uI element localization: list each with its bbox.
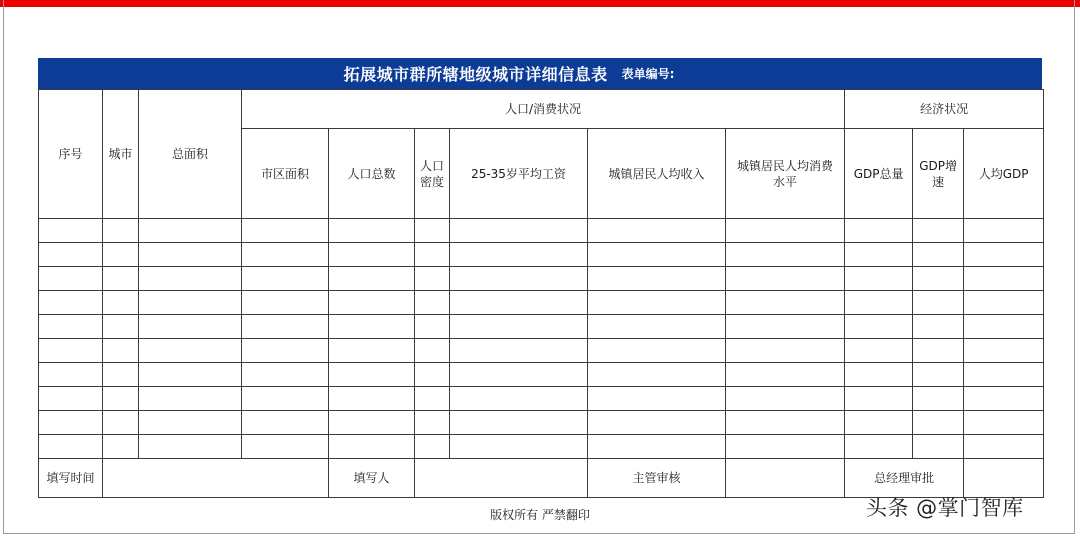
table-cell[interactable] (415, 363, 450, 387)
table-cell[interactable] (845, 267, 913, 291)
table-cell[interactable] (329, 387, 415, 411)
table-cell[interactable] (726, 387, 845, 411)
header-gdp-per-capita: 人均GDP (964, 129, 1044, 219)
table-row (39, 219, 1044, 243)
supervisor-field[interactable] (726, 459, 845, 498)
table-cell[interactable] (845, 411, 913, 435)
fill-time-label: 填写时间 (39, 459, 103, 498)
table-cell[interactable] (103, 291, 139, 315)
table-cell[interactable] (39, 387, 103, 411)
header-index: 序号 (39, 90, 103, 219)
table-cell[interactable] (450, 291, 588, 315)
table-cell[interactable] (588, 291, 726, 315)
table-cell[interactable] (964, 243, 1044, 267)
form-number-label: 表单编号: (621, 67, 675, 81)
table-cell[interactable] (103, 387, 139, 411)
table-cell[interactable] (415, 219, 450, 243)
table-cell[interactable] (139, 435, 242, 459)
table-cell[interactable] (845, 219, 913, 243)
table-cell[interactable] (103, 219, 139, 243)
table-row (39, 339, 1044, 363)
table-cell[interactable] (450, 219, 588, 243)
table-cell[interactable] (242, 291, 329, 315)
header-avg-salary: 25-35岁平均工资 (450, 129, 588, 219)
table-cell[interactable] (845, 339, 913, 363)
header-population-density: 人口密度 (415, 129, 450, 219)
gm-label: 总经理审批 (845, 459, 964, 498)
table-cell[interactable] (845, 291, 913, 315)
header-population-group: 人口/消费状况 (242, 90, 845, 129)
table-cell[interactable] (39, 267, 103, 291)
table-cell[interactable] (103, 339, 139, 363)
table-cell[interactable] (588, 267, 726, 291)
table-cell[interactable] (39, 291, 103, 315)
table-cell[interactable] (450, 411, 588, 435)
table-cell[interactable] (913, 243, 964, 267)
table-cell[interactable] (964, 315, 1044, 339)
table-cell[interactable] (329, 435, 415, 459)
table-cell[interactable] (845, 243, 913, 267)
table-cell[interactable] (913, 363, 964, 387)
table-cell[interactable] (588, 339, 726, 363)
table-cell[interactable] (913, 267, 964, 291)
copyright-note: 版权所有 严禁翻印 (490, 508, 590, 522)
table-cell[interactable] (964, 267, 1044, 291)
table-cell[interactable] (913, 315, 964, 339)
header-gdp-total: GDP总量 (845, 129, 913, 219)
table-cell[interactable] (726, 339, 845, 363)
table-cell[interactable] (845, 435, 913, 459)
table-cell[interactable] (450, 267, 588, 291)
table-cell[interactable] (588, 435, 726, 459)
table-cell[interactable] (415, 267, 450, 291)
filler-field[interactable] (415, 459, 588, 498)
table-cell[interactable] (415, 243, 450, 267)
table-cell[interactable] (726, 291, 845, 315)
table-cell[interactable] (913, 411, 964, 435)
table-cell[interactable] (964, 219, 1044, 243)
table-cell[interactable] (415, 315, 450, 339)
table-cell[interactable] (242, 243, 329, 267)
table-cell[interactable] (103, 243, 139, 267)
table-cell[interactable] (329, 339, 415, 363)
table-cell[interactable] (726, 363, 845, 387)
table-cell[interactable] (845, 363, 913, 387)
table-cell[interactable] (39, 315, 103, 339)
table-cell[interactable] (845, 315, 913, 339)
table-cell[interactable] (964, 435, 1044, 459)
table-cell[interactable] (415, 411, 450, 435)
table-cell[interactable] (415, 339, 450, 363)
table-cell[interactable] (39, 219, 103, 243)
table-cell[interactable] (726, 315, 845, 339)
table-row (39, 387, 1044, 411)
form-title-bar (38, 58, 1042, 89)
table-cell[interactable] (39, 243, 103, 267)
table-cell[interactable] (242, 339, 329, 363)
table-row (39, 291, 1044, 315)
table-cell[interactable] (726, 267, 845, 291)
table-cell[interactable] (588, 411, 726, 435)
table-cell[interactable] (964, 411, 1044, 435)
table-cell[interactable] (139, 315, 242, 339)
table-cell[interactable] (139, 363, 242, 387)
table-cell[interactable] (450, 435, 588, 459)
table-cell[interactable] (329, 267, 415, 291)
table-cell[interactable] (139, 291, 242, 315)
table-cell[interactable] (242, 363, 329, 387)
fill-time-field[interactable] (103, 459, 329, 498)
table-cell[interactable] (39, 411, 103, 435)
header-gdp-growth: GDP增速 (913, 129, 964, 219)
header-avg-consumption: 城镇居民人均消费水平 (726, 129, 845, 219)
table-cell[interactable] (139, 339, 242, 363)
table-cell[interactable] (964, 363, 1044, 387)
table-cell[interactable] (588, 363, 726, 387)
table-cell[interactable] (139, 219, 242, 243)
table-cell[interactable] (845, 387, 913, 411)
city-info-table (38, 89, 1044, 498)
table-row (39, 315, 1044, 339)
table-cell[interactable] (415, 291, 450, 315)
header-economy-group: 经济状况 (845, 90, 1044, 129)
table-cell[interactable] (450, 315, 588, 339)
table-cell[interactable] (39, 435, 103, 459)
table-cell[interactable] (329, 363, 415, 387)
table-cell[interactable] (726, 435, 845, 459)
table-cell[interactable] (964, 291, 1044, 315)
table-cell[interactable] (415, 435, 450, 459)
table-cell[interactable] (913, 219, 964, 243)
table-cell[interactable] (242, 411, 329, 435)
header-total-population: 人口总数 (329, 129, 415, 219)
table-row (39, 267, 1044, 291)
table-cell[interactable] (103, 411, 139, 435)
table-cell[interactable] (450, 363, 588, 387)
table-cell[interactable] (964, 339, 1044, 363)
table-cell[interactable] (726, 219, 845, 243)
header-avg-income: 城镇居民人均收入 (588, 129, 726, 219)
table-row (39, 363, 1044, 387)
table-cell[interactable] (103, 435, 139, 459)
table-cell[interactable] (103, 363, 139, 387)
table-cell[interactable] (139, 267, 242, 291)
table-cell[interactable] (329, 243, 415, 267)
table-cell[interactable] (415, 387, 450, 411)
table-row (39, 435, 1044, 459)
supervisor-label: 主管审核 (588, 459, 726, 498)
table-row (39, 243, 1044, 267)
header-city: 城市 (103, 90, 139, 219)
table-cell[interactable] (39, 339, 103, 363)
header-urban-area: 市区面积 (242, 129, 329, 219)
table-cell[interactable] (329, 411, 415, 435)
form-title: 拓展城市群所辖地级城市详细信息表 (343, 65, 608, 84)
header-total-area: 总面积 (139, 90, 242, 219)
table-cell[interactable] (242, 267, 329, 291)
table-cell[interactable] (139, 411, 242, 435)
table-cell[interactable] (913, 339, 964, 363)
table-cell[interactable] (726, 243, 845, 267)
table-cell[interactable] (329, 291, 415, 315)
table-cell[interactable] (588, 219, 726, 243)
table-cell[interactable] (588, 315, 726, 339)
table-cell[interactable] (913, 387, 964, 411)
table-cell[interactable] (588, 387, 726, 411)
table-cell[interactable] (726, 411, 845, 435)
table-row (39, 411, 1044, 435)
table-cell[interactable] (913, 435, 964, 459)
table-cell[interactable] (39, 363, 103, 387)
table-cell[interactable] (450, 243, 588, 267)
table-cell[interactable] (242, 387, 329, 411)
table-cell[interactable] (242, 315, 329, 339)
table-cell[interactable] (103, 267, 139, 291)
table-cell[interactable] (450, 387, 588, 411)
table-cell[interactable] (242, 219, 329, 243)
table-cell[interactable] (139, 243, 242, 267)
table-cell[interactable] (103, 315, 139, 339)
table-cell[interactable] (913, 291, 964, 315)
table-cell[interactable] (588, 243, 726, 267)
filler-label: 填写人 (329, 459, 415, 498)
table-cell[interactable] (329, 219, 415, 243)
watermark-text: 头条 @掌门智库 (866, 496, 1024, 520)
table-cell[interactable] (242, 435, 329, 459)
table-cell[interactable] (329, 315, 415, 339)
table-cell[interactable] (964, 387, 1044, 411)
table-cell[interactable] (450, 339, 588, 363)
table-cell[interactable] (139, 387, 242, 411)
